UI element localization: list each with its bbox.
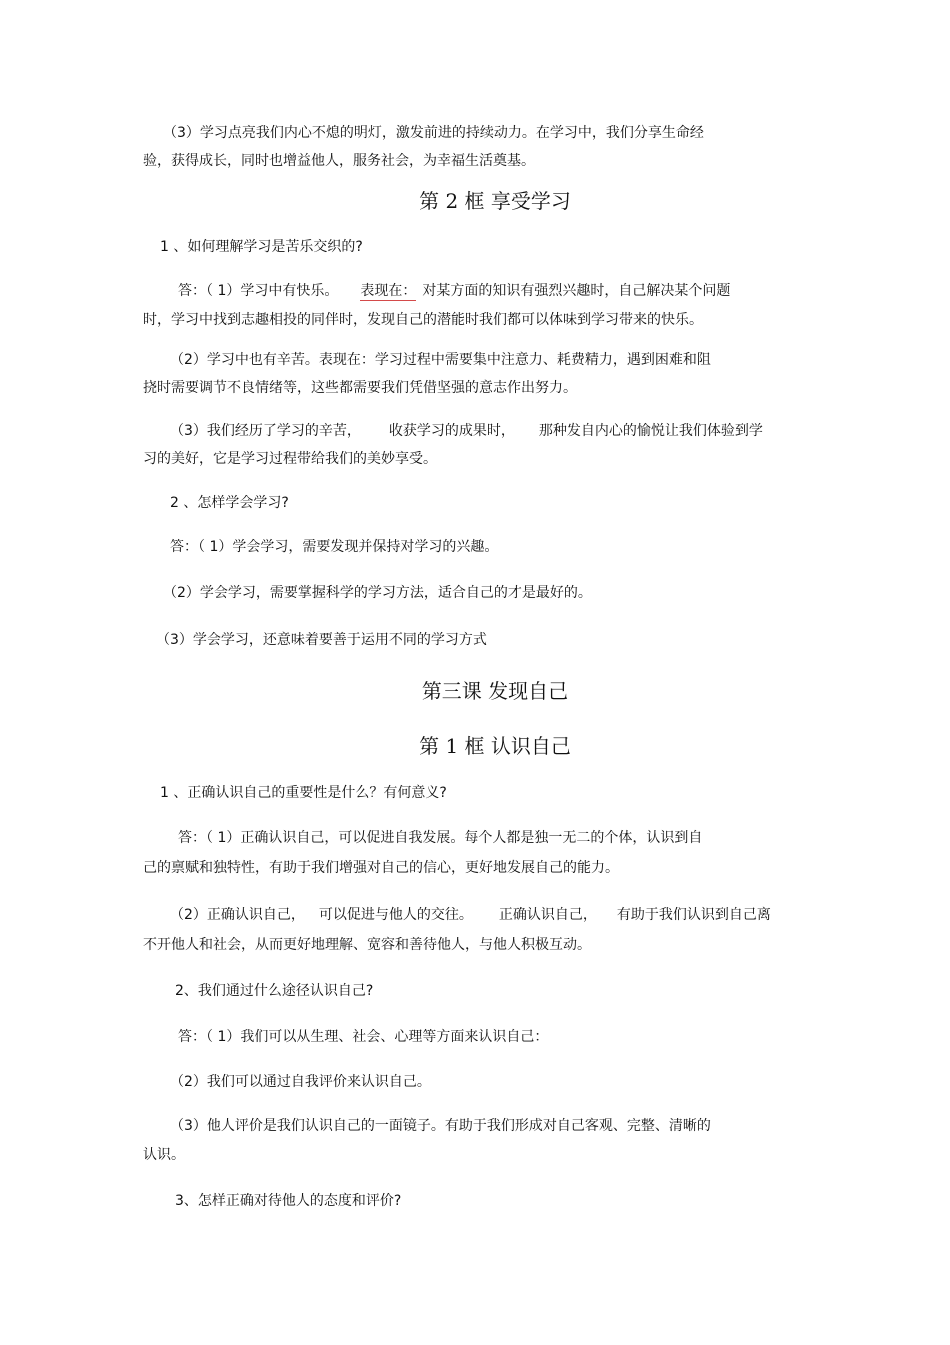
answer-line: 答：（ 1）我们可以从生理、社会、心理等方面来认识自己： (178, 1029, 549, 1045)
answer-text: 正确认识自己， (498, 907, 597, 923)
answer-text: 收获学习的成果时， (388, 423, 515, 439)
answer-text: （2）正确认识自己， (170, 907, 305, 923)
lesson-heading: 第三课 发现自己 (421, 679, 569, 703)
paragraph-line: （3）学习点亮我们内心不熄的明灯，激发前进的持续动力。在学习中，我们分享生命经 (163, 125, 704, 141)
paragraph-line: 验，获得成长，同时也增益他人，服务社会，为幸福生活奠基。 (143, 153, 535, 169)
section-heading: 第 2 框 享受学习 (419, 189, 571, 213)
answer-text: 可以促进与他人的交往。 (318, 907, 473, 923)
answer-line: （2）学会学习，需要掌握科学的学习方法，适合自己的才是最好的。 (163, 585, 592, 601)
answer-line: 挠时需要调节不良情绪等，这些都需要我们凭借坚强的意志作出努力。 (143, 380, 577, 396)
answer-line: 己的禀赋和独特性，有助于我们增强对自己的信心，更好地发展自己的能力。 (143, 860, 619, 876)
answer-text: 有助于我们认识到自己离 (616, 907, 771, 923)
answer-prefix: 答：（ 1）学习中有快乐。 (178, 283, 339, 299)
answer-line: 不开他人和社会，从而更好地理解、宽容和善待他人，与他人积极互动。 (143, 937, 591, 953)
question-line: 1 、正确认识自己的重要性是什么？有何意义? (160, 785, 447, 801)
answer-line: 答：（ 1）学会学习，需要发现并保持对学习的兴趣。 (170, 539, 499, 555)
question-line: 3、怎样正确对待他人的态度和评价? (175, 1193, 402, 1209)
underlined-text: 表现在： (360, 283, 417, 299)
section-heading: 第 1 框 认识自己 (419, 734, 571, 758)
answer-line (178, 282, 730, 300)
answer-line: （2）学习中也有辛苦。表现在：学习过程中需要集中注意力、耗费精力，遇到困难和阻 (170, 352, 711, 368)
answer-line: （3）他人评价是我们认识自己的一面镜子。有助于我们形成对自己客观、完整、清晰的 (170, 1118, 711, 1134)
answer-line: 时，学习中找到志趣相投的同伴时，发现自己的潜能时我们都可以体味到学习带来的快乐。 (143, 312, 703, 328)
question-line: 2、我们通过什么途径认识自己? (175, 983, 374, 999)
answer-line: 习的美好，它是学习过程带给我们的美妙享受。 (143, 451, 437, 467)
answer-line: 认识。 (143, 1147, 185, 1163)
question-line: 2 、怎样学会学习? (170, 495, 289, 511)
answer-line: 答：（ 1）正确认识自己，可以促进自我发展。每个人都是独一无二的个体，认识到自 (178, 830, 703, 846)
answer-line: （3）学会学习，还意味着要善于运用不同的学习方式 (156, 632, 487, 648)
answer-text: 对某方面的知识有强烈兴趣时，自己解决某个问题 (422, 283, 731, 299)
question-line: 1 、如何理解学习是苦乐交织的? (160, 239, 363, 255)
answer-line (170, 422, 763, 440)
answer-line: （2）我们可以通过自我评价来认识自己。 (170, 1074, 431, 1090)
answer-line (170, 906, 771, 924)
answer-text: （3）我们经历了学习的辛苦， (170, 423, 361, 439)
answer-text: 那种发自内心的愉悦让我们体验到学 (538, 423, 763, 439)
